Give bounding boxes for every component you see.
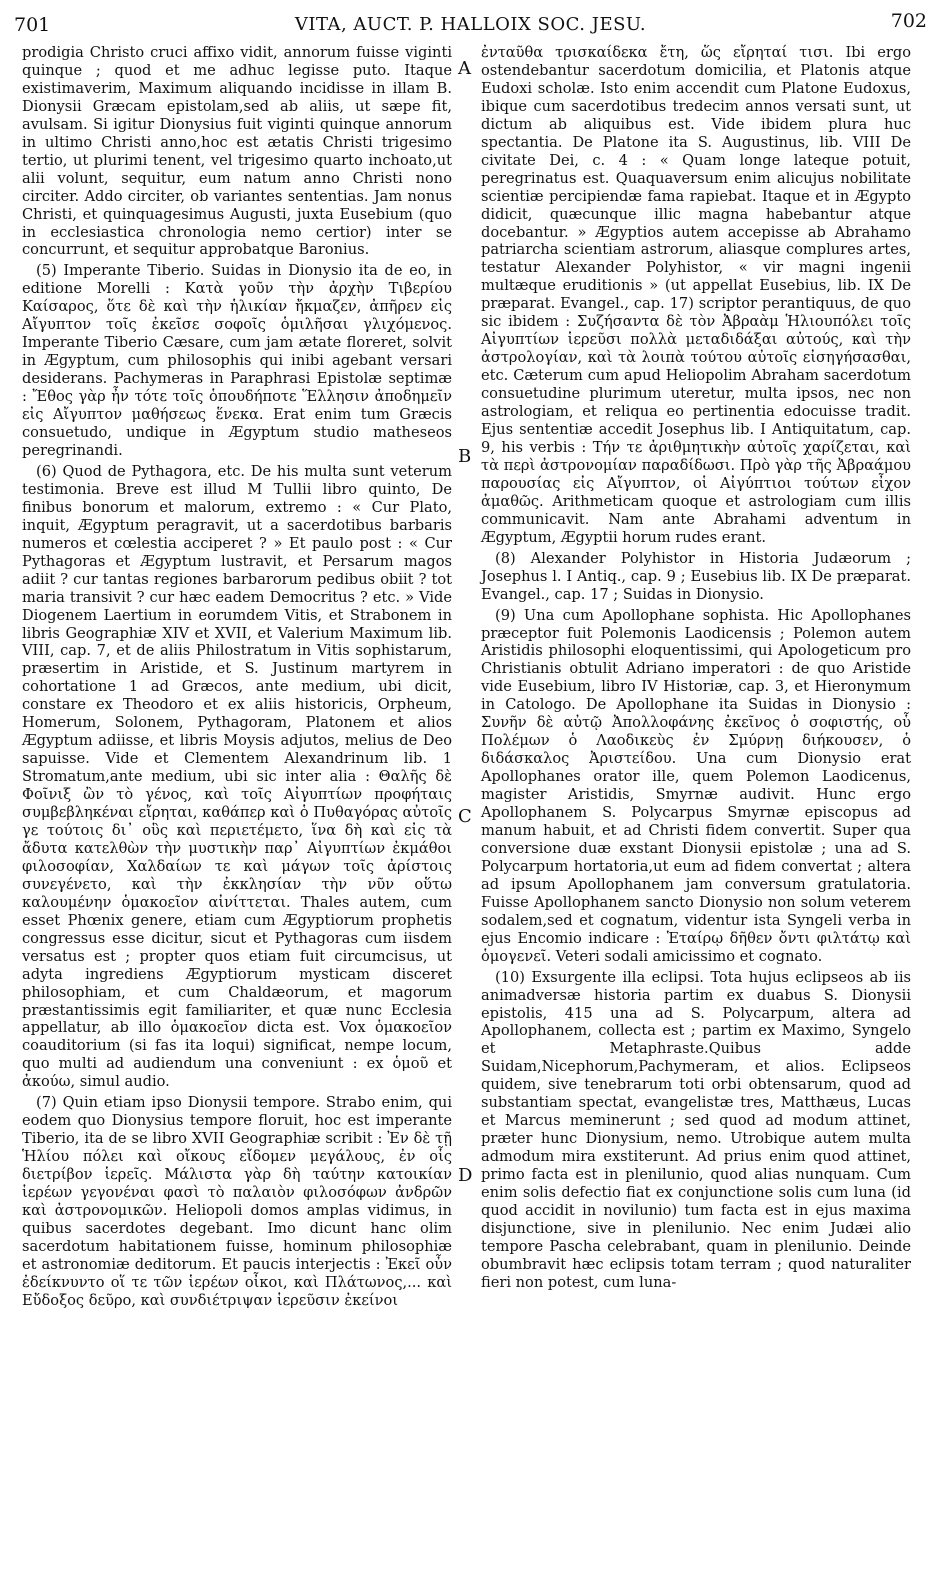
margin-letter-c: C: [458, 806, 472, 827]
left-paragraph-3: (6) Quod de Pythagora, etc. De his multa sunt veterum testimonia. Breve est illud M Tullii libro quinto, De finibus bonorum et malorum, extremo : « Cur Plato, inquit, Ægyptum peragravit, ut a sacerdotibus barbaris numeros et cœlestia acciperet ? » Et paulo post : « Cur Pythagoras et Ægyptum lustravit, et Persarum magos adiit ? cur tantas regiones barbarorum pedibus obiit ? tot maria transivit ? cur hæc eadem Democritus ? etc. » Vide Diogenem Laertium in eorumdem Vitis, et Strabonem in libris Geographiæ XIV et XVII, et Valerium Maximum lib. VIII, cap. 7, et de aliis Philostratum in Vitis sophistarum, præsertim in Aristide, et S. Justinum martyrem in cohortatione 1 ad Græcos, ante medium, ubi dicit, constare ex Theodoro et ex aliis historicis, Orpheum, Homerum, Solonem, Pythagoram, Platonem et alios Ægyptum adiisse, et libris Moysis adjutos, melius de Deo sapuisse. Vide et Clementem Alexandrinum lib. 1 Stromatum,ante medium, ubi sic inter alia : Θαλῆς δὲ Φοῖνιξ ὢν τὸ γένος, καὶ τοῖς Αἰγυπτίων προφήταις συμβεβληκέναι εἴρηται, καθάπερ καὶ ὁ Πυθαγόρας αὐτοῖς γε τούτοις δι᾽ οὓς καὶ περιετέμετο, ἵνα δὴ καὶ εἰς τὰ ἄδυτα κατελθὼν τὴν μυστικὴν παρ᾽ Αἰγυπτίων ἐκμάθοι φιλοσοφίαν, Χαλδαίων τε καὶ μάγων τοῖς ἀρίστοις συνεγένετο, καὶ τὴν ἐκκλησίαν τὴν νῦν οὕτω καλουμένην ὁμακοεῖον αἰνίττεται. Thales autem, cum esset Phœnix genere, etiam cum Ægyptiorum prophetis congressus esse dicitur, sicut et Pythagoras cum iisdem versatus est ; propter quos etiam fuit circumcisus, ut adyta ingrediens Ægyptiorum mysticam disceret philosophiam, et cum Chaldæorum, et magorum præstantissimis egit familiariter, et quæ nunc Ecclesia appellatur, ab illo ὁμακοεῖον dicta est. Vox ὁμακοεῖον coauditorium (si fas ita loqui) significat, nempe locum, quo multi ad audiendum una conveniunt : ex ὁμοῦ et ἀκούω, simul audio.: [22, 462, 452, 1091]
margin-letter-a: A: [458, 58, 471, 79]
left-paragraph-1: prodigia Christo cruci affixo vidit, annorum fuisse viginti quinque ; quod et me adhuc legisse puto. Itaque existimaverim, Maximum aliquando incidisse in illam B. Dionysii Græcam epistolam,sed ab aliis, ut sæpe fit, avulsam. Si igitur Dionysius fuit viginti quinque annorum in ultimo Christi anno,hoc est ætatis Christi trigesimo tertio, ut plurimi tenent, vel trigesimo quarto inchoato,ut alii volunt, sequitur, eum natum anno Christi nono circiter. Addo circiter, ob variantes sententias. Jam nonus Christi, et quinquagesimus Augusti, juxta Eusebium (quo in ecclesiastica chronologia nemo certior) inter se concurrunt, et sequitur approbatque Baronius.: [22, 44, 452, 259]
right-paragraph-2: (8) Alexander Polyhistor in Historia Judæorum ; Josephus l. I Antiq., cap. 9 ; Eusebius lib. IX De præparat. Evangel., cap. 17 ; Suidas in Dionysio.: [481, 549, 911, 603]
right-paragraph-4: (10) Exsurgente illa eclipsi. Tota hujus eclipseos ab iis animadversæ historia partim ex duabus S. Dionysii epistolis, 415 una ad S. Polycarpum, altera ad Apollophanem, collecta est ; partim ex Maximo, Syngelo et Metaphraste.Quibus adde Suidam,Nicephorum,Pachymeram, et alios. Eclipseos quidem, sive tenebrarum toti orbi obtensarum, quod ad substantiam spectat, evangelistæ tres, Matthæus, Lucas et Marcus meminerunt ; sed quod ad modum attinet, præter hunc Dionysium, nemo. Utrobique autem multa admodum mira exstiterunt. Ad prius enim quod attinet, primo facta est in plenilunio, quod alias nunquam. Cum enim solis defectio fiat ex conjunctione solis cum luna (id quod accidit in novilunio) tum facta est in ejus maxima disjunctione, sive in plenilunio. Nec enim Judæi alio tempore Pascha celebrabant, quam in plenilunio. Deinde obumbravit hæc eclipsis totam terram ; quod naturaliter fieri non potest, cum luna-: [481, 968, 911, 1291]
margin-letter-d: D: [458, 1165, 473, 1186]
page-number-right: 702: [890, 10, 927, 32]
page-number-left: 701: [14, 14, 51, 36]
left-paragraph-4: (7) Quin etiam ipso Dionysii tempore. Strabo enim, qui eodem quo Dionysius tempore floruit, hoc est imperante Tiberio, ita de se libro XVII Geographiæ scribit : Ἐν δὲ τῇ Ἡλίου πόλει καὶ οἴκους εἴδομεν μεγάλους, ἐν οἷς διετρίβον ἱερεῖς. Μάλιστα γὰρ δὴ ταύτην κατοικίαν ἱερέων γεγονέναι φασὶ τὸ παλαιὸν φιλοσόφων ἀνδρῶν καὶ ἀστρονομικῶν. Heliopoli domos amplas vidimus, in quibus sacerdotes degebant. Imo dicunt hanc olim sacerdotum habitationem fuisse, hominum philosophiæ et astronomiæ deditorum. Et paucis interjectis : Ἐκεῖ οὖν ἐδείκνυντο οἵ τε τῶν ἱερέων οἶκοι, καὶ Πλάτωνος,... καὶ Εὔδοξος δεῦρο, καὶ συνδιέτριψαν ἱερεῦσιν ἐκείνοι: [22, 1094, 452, 1309]
running-header: [0, 8, 941, 48]
margin-letter-b: B: [458, 446, 472, 467]
right-paragraph-1: ἐνταῦθα τρισκαίδεκα ἔτη, ὥς εἴρηταί τισι. Ibi ergo ostendebantur sacerdotum domicilia, et Platonis atque Eudoxi scholæ. Isto enim accendit cum Platone Eudoxus, ibique cum sacerdotibus tredecim annos versati sunt, ut dictum ab aliquibus est. Vide ibidem plura huc spectantia. De Platone ita S. Augustinus, lib. VIII De civitate Dei, c. 4 : « Quam longe lateque potuit, peregrinatus est. Quaquaversum enim alicujus nobilitate scientiæ percipiendæ fama rapiebat. Itaque et in Ægypto didicit, quæcunque illic magna habebantur atque docebantur. » Ægyptios autem accepisse ab Abrahamo patriarcha scientiam astrorum, aliasque complures artes, testatur Alexander Polyhistor, « vir magni ingenii multæque eruditionis » (ut appellat Eusebius, lib. IX De præparat. Evangel., cap. 17) scriptor perantiquus, de quo sic ibidem : Συζήσαντα δὲ τὸν Ἀβραὰμ Ἡλιουπόλει τοῖς Αἰγυπτίων ἱερεῦσι πολλὰ μεταδιδάξαι αὐτούς, καὶ τὴν ἀστρολογίαν, καὶ τὰ λοιπὰ τούτου αὐτοῖς εἰσηγήσασθαι, etc. Cæterum cum apud Heliopolim Abraham sacerdotum consuetudine plurimum uteretur, multa ipsos, nec non astrologiam, et reliqua eo pertinentia edocuisse tradit. Ejus sententiæ accedit Josephus lib. I Antiquitatum, cap. 9, his verbis : Τήν τε ἀριθμητικὴν αὐτοῖς χαρίζεται, καὶ τὰ περὶ ἀστρονομίαν παραδίδωσι. Πρὸ γὰρ τῆς Ἀβραάμου παρουσίας εἰς Αἴγυπτον, οἱ Αἰγύπτιοι τούτων εἶχον ἀμαθῶς. Arithmeticam quoque et astrologiam cum illis communicavit. Nam ante Abrahami adventum in Ægyptum, Ægyptii horum rudes erant.: [481, 44, 911, 546]
left-column: [22, 44, 452, 1312]
right-paragraph-3: (9) Una cum Apollophane sophista. Hic Apollophanes præceptor fuit Polemonis Laodicensis ; Polemon autem Aristidis philosophi eloquentissimi, qui Apologeticum pro Christianis obtulit Adriano imperatori : de quo Aristide vide Eusebium, libro IV Historiæ, cap. 3, et Hieronymum in Catologo. De Apollophane ita Suidas in Dionysio : Συνῆν δὲ αὐτῷ Ἀπολλοφάνης ἐκεῖνος ὁ σοφιστής, οὗ Πολέμων ὁ Λαοδικεὺς ἐν Σμύρνῃ διήκουσεν, ὁ διδάσκαλος Ἀριστείδου. Una cum Dionysio erat Apollophanes orator ille, quem Polemon Laodicenus, magister Aristidis, Smyrnæ audivit. Hunc ergo Apollophanem S. Polycarpus Smyrnæ episcopus ad manum habuit, et ad Christi fidem convertit. Super qua conversione duæ exstant Dionysii epistolæ ; una ad S. Polycarpum hortatoria,ut eum ad fidem convertat ; altera ad ipsum Apollophanem jam conversum gratulatoria. Fuisse Apollophanem sancto Dionysio non solum veterem sodalem,sed et cognatum, videntur ista Syngeli verba in ejus Encomio indicare : Ἑταίρῳ δῆθεν ὄντι φιλτάτῳ καὶ ὁμογενεῖ. Veteri sodali amicissimo et cognato.: [481, 606, 911, 965]
left-paragraph-2: (5) Imperante Tiberio. Suidas in Dionysio ita de eo, in editione Morelli : Κατὰ γοῦν τὴν ἀρχὴν Τιβερίου Καίσαρος, ὅτε δὲ καὶ τὴν ἡλικίαν ἤκμαζεν, ἀπῆρεν εἰς Αἴγυπτον τοῖς ἐκεῖσε σοφοῖς ὁμιλῆσαι γλιχόμενος. Imperante Tiberio Cæsare, cum jam ætate floreret, solvit in Ægyptum, cum philosophis qui inibi agebant versari desiderans. Pachymeras in Paraphrasi Epistolæ septimæ : Ἔθος γὰρ ἦν τότε τοῖς ὁπουδήποτε Ἕλλησιν ἀποδημεῖν εἰς Αἴγυπτον μαθήσεως ἕνεκα. Erat enim tum Græcis consuetudo, undique in Ægyptum studio matheseos peregrinandi.: [22, 262, 452, 459]
right-column: [481, 44, 911, 1294]
running-title: VITA, AUCT. P. HALLOIX SOC. JESU.: [294, 14, 647, 35]
